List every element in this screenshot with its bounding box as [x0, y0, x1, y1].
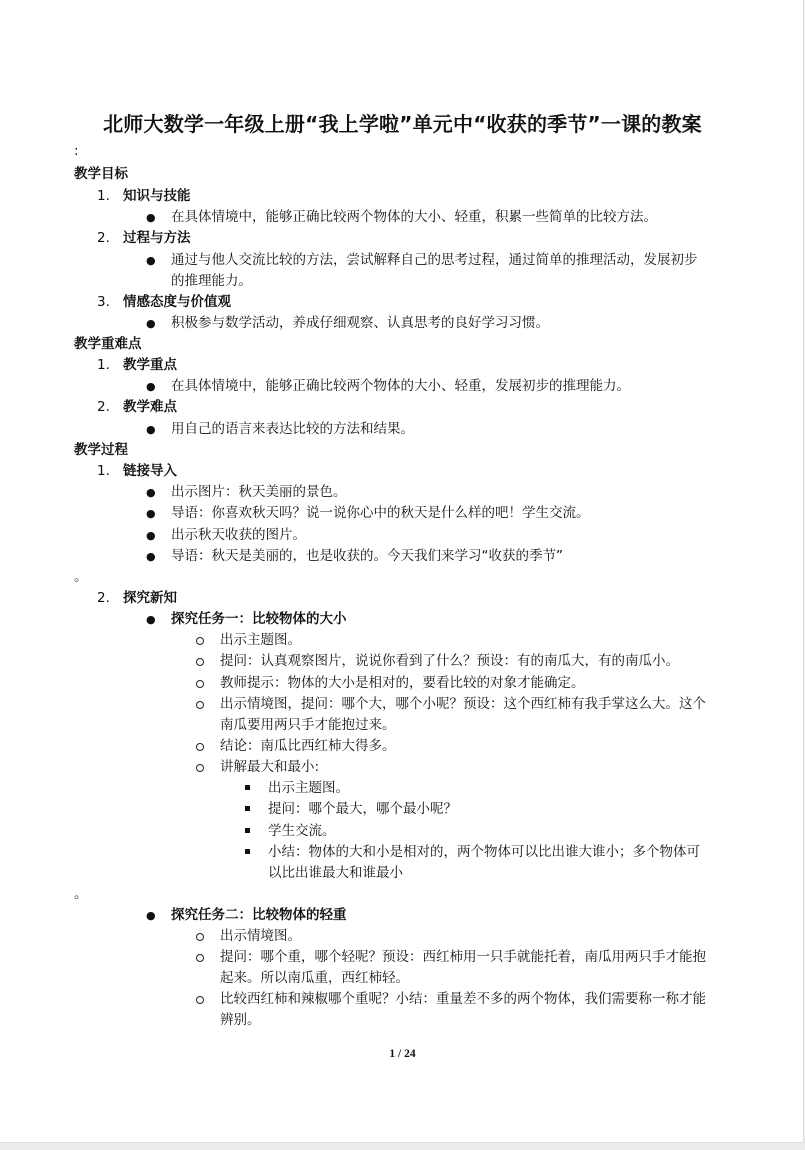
list-item-continued: 起来。所以南瓜重，西红柿轻。: [220, 970, 409, 986]
sub-list-item: 出示主题图。: [268, 780, 349, 796]
list-item: 积极参与数学活动，养成仔细观察、认真思考的良好学习习惯。: [171, 315, 549, 331]
circle-bullet-icon: [196, 933, 204, 941]
bullet-icon: ●: [146, 613, 156, 626]
circle-bullet-icon: [196, 743, 204, 751]
document-title: 北师大数学一年级上册“我上学啦”单元中“收获的季节”一课的教案: [103, 112, 702, 136]
item-label-focus: 教学重点: [123, 357, 177, 373]
section-heading-goals: 教学目标: [74, 166, 128, 182]
item-label-intro: 链接导入: [123, 463, 177, 479]
list-item: 比较西红柿和辣椒哪个重呢？小结：重量差不多的两个物体，我们需要称一称才能: [220, 991, 706, 1007]
list-item-continued: 的推理能力。: [171, 273, 252, 289]
list-item-continued: 辨别。: [220, 1012, 261, 1028]
circle-bullet-icon: [196, 701, 204, 709]
item-label-attitude: 情感态度与价值观: [123, 294, 231, 310]
list-item: 在具体情境中，能够正确比较两个物体的大小、轻重，积累一些简单的比较方法。: [171, 209, 657, 225]
list-item: 通过与他人交流比较的方法，尝试解释自己的思考过程，通过简单的推理活动，发展初步: [171, 252, 698, 268]
list-item: 在具体情境中，能够正确比较两个物体的大小、轻重，发展初步的推理能力。: [171, 378, 630, 394]
sub-list-item: 学生交流。: [268, 823, 336, 839]
bullet-icon: ●: [146, 380, 156, 393]
task-heading-weight: 探究任务二：比较物体的轻重: [171, 907, 347, 923]
bullet-icon: ●: [146, 254, 156, 267]
bullet-icon: ●: [146, 211, 156, 224]
list-item: 结论：南瓜比西红柿大得多。: [220, 738, 396, 754]
item-label-difficulty: 教学难点: [123, 399, 177, 415]
list-item: 提问：认真观察图片，说说你看到了什么？预设：有的南瓜大，有的南瓜小。: [220, 653, 679, 669]
circle-bullet-icon: [196, 637, 204, 645]
list-number: 2.: [97, 399, 110, 415]
sub-list-item: 提问：哪个最大，哪个最小呢？: [268, 801, 457, 817]
square-bullet-icon: [245, 806, 250, 811]
bullet-icon: ●: [146, 317, 156, 330]
section-heading-process: 教学过程: [74, 442, 128, 458]
square-bullet-icon: [245, 785, 250, 790]
circle-bullet-icon: [196, 996, 204, 1004]
list-item: 出示主题图。: [220, 632, 301, 648]
list-item: 出示图片：秋天美丽的景色。: [171, 484, 347, 500]
square-bullet-icon: [245, 828, 250, 833]
circle-bullet-icon: [196, 658, 204, 666]
list-item: 出示情境图，提问：哪个大，哪个小呢？预设：这个西红柿有我手掌这么大。这个: [220, 696, 706, 712]
list-item-continued: 南瓜要用两只手才能抱过来。: [220, 717, 396, 733]
list-number: 1.: [97, 357, 110, 373]
circle-bullet-icon: [196, 680, 204, 688]
bullet-icon: ●: [146, 529, 156, 542]
item-label-process: 过程与方法: [123, 230, 191, 246]
item-label-knowledge: 知识与技能: [123, 188, 191, 204]
bullet-icon: ●: [146, 909, 156, 922]
circle-bullet-icon: [196, 954, 204, 962]
list-item: 教师提示：物体的大小是相对的，要看比较的对象才能确定。: [220, 675, 585, 691]
page-number: 1 / 24: [389, 1048, 416, 1060]
list-number: 1.: [97, 463, 110, 479]
list-item: 出示秋天收获的图片。: [171, 527, 306, 543]
list-item: 导语：你喜欢秋天吗？说一说你心中的秋天是什么样的吧！学生交流。: [171, 505, 590, 521]
period-mark: 。: [74, 886, 88, 902]
list-item: 用自己的语言来表达比较的方法和结果。: [171, 421, 414, 437]
list-number: 2.: [97, 230, 110, 246]
list-number: 3.: [97, 294, 110, 310]
circle-bullet-icon: [196, 764, 204, 772]
item-label-explore: 探究新知: [123, 590, 177, 606]
list-number: 1.: [97, 188, 110, 204]
bullet-icon: ●: [146, 486, 156, 499]
bullet-icon: ●: [146, 423, 156, 436]
bullet-icon: ●: [146, 507, 156, 520]
list-item: 导语：秋天是美丽的，也是收获的。今天我们来学习“收获的季节”: [171, 548, 563, 564]
bullet-icon: ●: [146, 550, 156, 563]
sub-list-item-continued: 以比出谁最大和谁最小: [268, 865, 403, 881]
square-bullet-icon: [245, 849, 250, 854]
section-heading-keypoints: 教学重难点: [74, 336, 142, 352]
list-item: 讲解最大和最小:: [220, 759, 320, 775]
sub-list-item: 小结：物体的大和小是相对的，两个物体可以比出谁大谁小；多个物体可: [268, 844, 700, 860]
list-item: 提问：哪个重，哪个轻呢？预设：西红柿用一只手就能托着，南瓜用两只手才能抱: [220, 949, 706, 965]
period-mark: 。: [74, 569, 88, 585]
list-item: 出示情境图。: [220, 928, 301, 944]
task-heading-size: 探究任务一：比较物体的大小: [171, 611, 347, 627]
colon-mark: :: [74, 143, 79, 159]
list-number: 2.: [97, 590, 110, 606]
